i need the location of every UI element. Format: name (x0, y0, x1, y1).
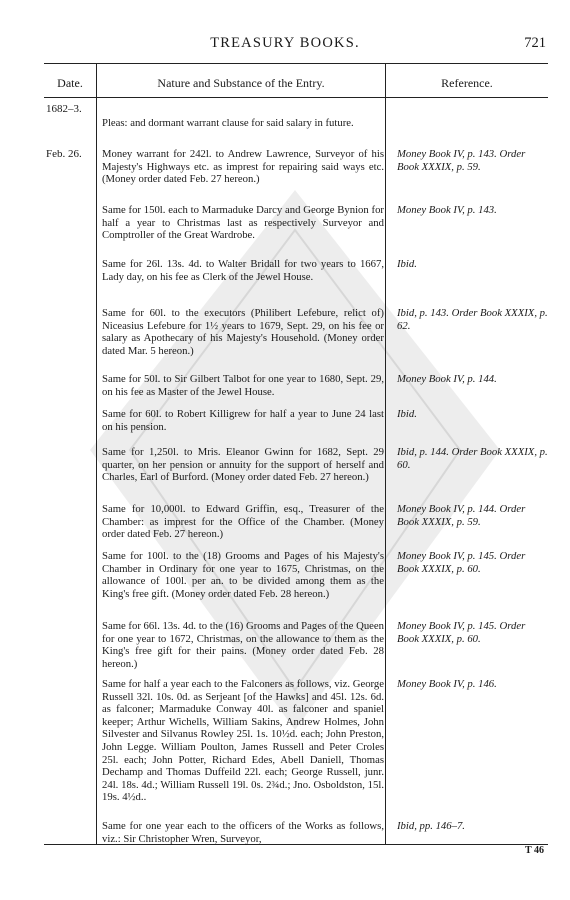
column-header-reference: Reference. (441, 76, 493, 90)
entry-text: Same for one year each to the officers of the Works as follows, viz.: Sir Christopher Wren, Surveyor, (102, 820, 384, 845)
entry-text: Pleas: and dormant warrant clause for said salary in future. (102, 117, 354, 129)
entry-text: Same for 26l. 13s. 4d. to Walter Bridall for two years to 1667, Lady day, on his fee as Clerk of the Jewel House. (102, 258, 384, 283)
entry-text: Same for 66l. 13s. 4d. to the (16) Grooms and Pages of the Queen for one year to 1672, Christmas, on the allowance to them as the King's free gift for their pains. (Money order dated Feb. 28 hereon.) (102, 620, 384, 670)
entry-text: Money warrant for 242l. to Andrew Lawrence, Surveyor of his Majesty's Highways etc. as imprest for repairing said ways etc. (Money order dated Feb. 27 hereon.) (102, 148, 384, 186)
entry-reference: Ibid, p. 143. Order Book XXXIX, p. 62. (397, 307, 548, 332)
entry-reference: Money Book IV, p. 146. (397, 678, 497, 690)
entry-reference: Ibid. (397, 258, 417, 270)
reference-column-divider (385, 63, 386, 845)
header-rule (44, 97, 548, 98)
entry-reference: Ibid. (397, 408, 417, 420)
table-top-rule (44, 63, 548, 64)
entry-text: Same for 10,000l. to Edward Griffin, esq., Treasurer of the Chamber: as imprest for the Office of the Chamber. (Money order dated Feb. 27 hereon.) (102, 503, 384, 541)
entry-reference: Ibid, p. 144. Order Book XXXIX, p. 60. (397, 446, 548, 471)
entry-reference: Ibid, pp. 146–7. (397, 820, 465, 832)
page-number: 721 (524, 35, 546, 51)
entry-reference: Money Book IV, p. 143. (397, 204, 497, 216)
entry-text: Same for 60l. to the executors (Philibert Lefebure, relict of) Niceasius Lefebure for 1½ years to 1679, Sept. 29, on his fee or salary as Apothecary of his Majesty's Household. (Money order dated Mar. 5 hereon.) (102, 307, 384, 357)
signature-mark: T 46 (525, 845, 544, 856)
entry-date: Feb. 26. (46, 148, 82, 160)
entry-text: Same for 1,250l. to Mris. Eleanor Gwinn for 1682, Sept. 29 quarter, on her pension or annuity for the support of herself and Charles, Earl of Burford. (Money order dated Feb. 27 hereon.) (102, 446, 384, 484)
entry-reference: Money Book IV, p. 143. Order Book XXXIX, p. 59. (397, 148, 526, 173)
entry-text: Same for 60l. to Robert Killigrew for half a year to June 24 last on his pension. (102, 408, 384, 433)
column-header-date: Date. (57, 76, 83, 90)
column-header-entry: Nature and Substance of the Entry. (157, 76, 325, 90)
entry-text: Same for 150l. each to Marmaduke Darcy and George Bynion for half a year to Christmas last as respectively Surveyor and Comptroller of the Great Wardrobe. (102, 204, 384, 242)
entry-text: Same for 100l. to the (18) Grooms and Pages of his Majesty's Chamber in Ordinary for one year to 1675, Christmas, on the allowance of 100l. per an. to be divided among them as the King's free gift. (Money order dated Feb. 28 hereon.) (102, 550, 384, 600)
entry-text: Same for half a year each to the Falconers as follows, viz. George Russell 32l. 10s. 0d. as Serjeant [of the Hawks] and 45l. 12s. 6d. as falconer; Marmaduke Conway 40l. as falconer and spaniel keeper; Arthur Wichells, William Sakins, Andrew Holmes, John Silvester and Silvanus Rowley 25l. 1s. 10½d. each; John Preston, John Legge. William Poulton, James Russell and Peter Croles 25l. each; John Potter, Richard Edes, Abell Daniell, Thomas Dechamp and Thomas Duffeild 22l. each; George Russell, junr. 24l. 18s. 4d.; William Russell 19l. 0s. 2¾d.; Jno. Osboldston, 15l. 19s. 4½d.. (102, 678, 384, 804)
entry-reference: Money Book IV, p. 145. Order Book XXXIX, p. 60. (397, 620, 526, 645)
page-title: TREASURY BOOKS. (210, 35, 360, 51)
entry-reference: Money Book IV, p. 144. (397, 373, 497, 385)
entry-reference: Money Book IV, p. 145. Order Book XXXIX, p. 60. (397, 550, 526, 575)
entry-reference: Money Book IV, p. 144. Order Book XXXIX, p. 59. (397, 503, 526, 528)
date-column-divider (96, 63, 97, 845)
entry-text: Same for 50l. to Sir Gilbert Talbot for one year to 1680, Sept. 29, on his fee as Master of the Jewel House. (102, 373, 384, 398)
entry-date: 1682–3. (46, 103, 82, 115)
